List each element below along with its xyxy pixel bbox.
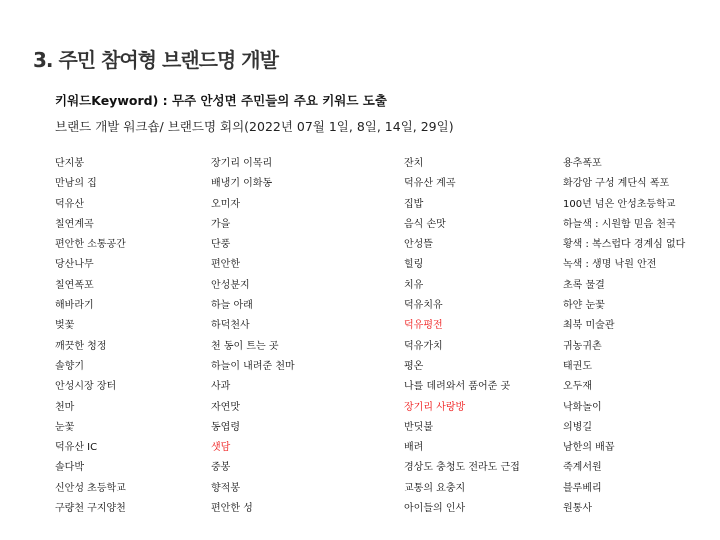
- keyword-item: 구량천 구지양천: [55, 503, 126, 515]
- keyword-item: 덕유산: [55, 198, 84, 210]
- keyword-item: 눈꽃: [55, 421, 75, 433]
- keyword-item: 자연맛: [211, 401, 240, 413]
- keyword-heading: 키워드Keyword) : 무주 안성면 주민들의 주요 키워드 도출: [55, 93, 387, 108]
- keyword-item: 천 동이 트는 곳: [211, 340, 279, 352]
- keyword-item: 동엽령: [211, 421, 240, 433]
- keyword-item: 덕유평전: [404, 320, 443, 332]
- keyword-subheading: 브랜드 개발 워크숍/ 브랜드명 회의(2022년 07월 1일, 8일, 14일, 29일): [55, 119, 454, 134]
- keyword-item: 안성시장 장터: [55, 381, 117, 393]
- keyword-item: 당산나무: [55, 259, 94, 271]
- keyword-item: 칠연폭포: [55, 279, 94, 291]
- keyword-column-4: [563, 157, 685, 522]
- keyword-item: 녹색 : 생명 낙원 안전: [563, 259, 657, 271]
- keyword-item: 편안한 성: [211, 503, 253, 515]
- keyword-item: 솔향기: [55, 360, 84, 372]
- keyword-item: 낙화놀이: [563, 401, 602, 413]
- keyword-item: 덕유산 계곡: [404, 178, 456, 190]
- keyword-item: 초록 물결: [563, 279, 605, 291]
- keyword-item: 해바라기: [55, 300, 94, 312]
- keyword-item: 귀농귀촌: [563, 340, 602, 352]
- keyword-column-1: [55, 157, 126, 522]
- keyword-item: 의병길: [563, 421, 592, 433]
- keyword-item: 치유: [404, 279, 424, 291]
- keyword-item: 벚꽃: [55, 320, 75, 332]
- keyword-item: 남한의 배꼽: [563, 442, 615, 454]
- keyword-item: 편안한: [211, 259, 240, 271]
- keyword-item: 안성분지: [211, 279, 250, 291]
- keyword-item: 가을: [211, 218, 231, 230]
- keyword-item: 하늘이 내려준 천마: [211, 360, 295, 372]
- keyword-item: 만남의 집: [55, 178, 97, 190]
- keyword-item: 블루베리: [563, 482, 602, 494]
- keyword-item: 솔다박: [55, 462, 84, 474]
- slide-title: 3. 주민 참여형 브랜드명 개발: [33, 48, 278, 72]
- keyword-item: 장기리 이목리: [211, 158, 273, 169]
- keyword-item: 사과: [211, 381, 231, 393]
- keyword-item: 잔치: [404, 158, 424, 169]
- keyword-item: 용추폭포: [563, 158, 602, 169]
- keyword-item: 죽계서원: [563, 462, 602, 474]
- keyword-item: 배냉기 이화동: [211, 178, 273, 190]
- keyword-item: 태권도: [563, 360, 592, 372]
- keyword-item: 단풍: [211, 239, 231, 251]
- keyword-item: 깨끗한 청정: [55, 340, 107, 352]
- keyword-item: 하얀 눈꽃: [563, 300, 605, 312]
- keyword-item: 덕유치유: [404, 300, 443, 312]
- keyword-item: 천마: [55, 401, 75, 413]
- keyword-item: 신안성 초등학교: [55, 482, 126, 494]
- keyword-item: 장기리 사랑방: [404, 401, 466, 413]
- keyword-item: 칠연계곡: [55, 218, 94, 230]
- keyword-item: 덕유가치: [404, 340, 443, 352]
- keyword-item: 중봉: [211, 462, 231, 474]
- keyword-item: 덕유산 IC: [55, 442, 98, 454]
- keyword-column-3: [404, 157, 520, 522]
- keyword-item: 교통의 요충지: [404, 482, 466, 494]
- keyword-item: 아이들의 인사: [404, 503, 466, 515]
- keyword-item: 향적봉: [211, 482, 240, 494]
- keyword-item: 하늘 아래: [211, 300, 253, 312]
- keyword-item: 화강암 구성 계단식 폭포: [563, 178, 670, 190]
- keyword-item: 원통사: [563, 503, 592, 515]
- keyword-item: 힐링: [404, 259, 424, 271]
- keyword-item: 집밥: [404, 198, 424, 210]
- keyword-item: 편안한 소통공간: [55, 239, 126, 251]
- keyword-item: 단지봉: [55, 158, 84, 169]
- keyword-item: 음식 손맛: [404, 218, 446, 230]
- keyword-item: 경상도 충청도 전라도 근접: [404, 462, 520, 474]
- keyword-item: 평온: [404, 360, 424, 372]
- keyword-item: 배려: [404, 442, 424, 454]
- keyword-column-2: [211, 157, 295, 522]
- keyword-item: 하늘색 : 시원함 믿음 천국: [563, 218, 676, 230]
- keyword-item: 반딧불: [404, 421, 433, 433]
- keyword-item: 샛담: [211, 442, 231, 454]
- keyword-item: 오미자: [211, 198, 240, 210]
- keyword-item: 안성뜰: [404, 239, 433, 251]
- keyword-item: 100년 넘은 안성초등학교: [563, 198, 676, 210]
- keyword-item: 최북 미술관: [563, 320, 615, 332]
- keyword-item: 황색 : 복스럽다 경계심 없다: [563, 239, 686, 251]
- keyword-item: 오두재: [563, 381, 592, 393]
- keyword-item: 하덕천사: [211, 320, 250, 332]
- keyword-item: 나를 데려와서 품어준 곳: [404, 381, 511, 393]
